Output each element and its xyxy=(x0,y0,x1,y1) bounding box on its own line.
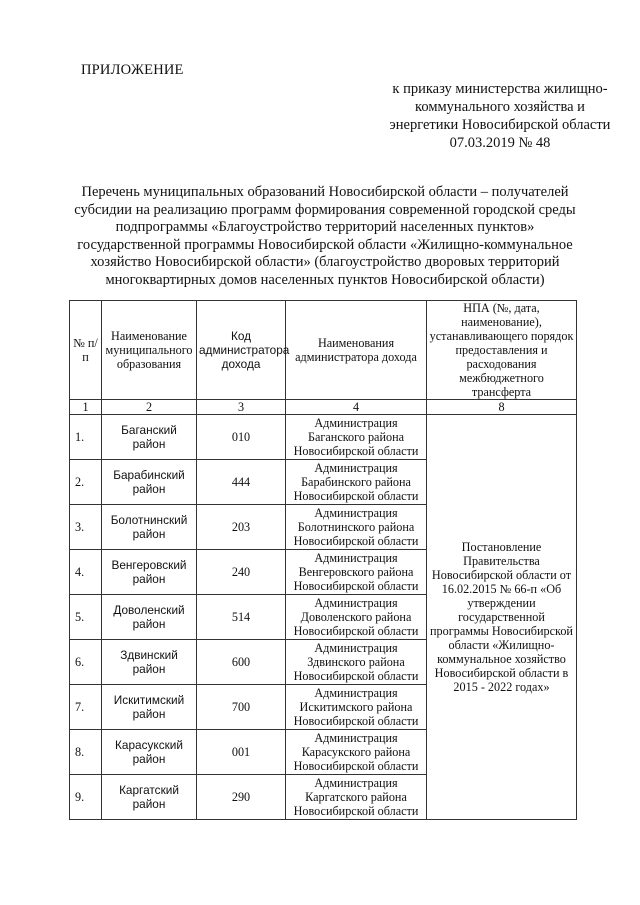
administrator-name: Администрация Венгеровского района Новосибирской области xyxy=(286,550,427,595)
administrator-code: 010 xyxy=(197,415,286,460)
title-line: подпрограммы «Благоустройство территорий населенных пунктов» xyxy=(115,219,535,236)
order-line: энергетики Новосибирской области xyxy=(389,117,611,133)
row-number: 5. xyxy=(70,595,102,640)
administrator-name: Администрация Доволенского района Новосибирской области xyxy=(286,595,427,640)
row-number: 6. xyxy=(70,640,102,685)
title-line: хозяйство Новосибирской области» (благоустройство дворовых территорий xyxy=(90,254,560,271)
col-number: 3 xyxy=(197,400,286,415)
administrator-code: 001 xyxy=(197,730,286,775)
administrator-name: Администрация Искитимского района Новосибирской области xyxy=(286,685,427,730)
col-header-municipality: Наименование муниципального образования xyxy=(102,301,197,400)
col-header-administrator: Наименования администратора дохода xyxy=(286,301,427,400)
npa-cell: Постановление Правительства Новосибирской области от 16.02.2015 № 66-п «Об утверждении государственной программы Новосибирской области «Жилищно-коммунальное хозяйство Новосибирской области в 2015 - 2022 годах» xyxy=(427,415,577,820)
municipality-name: Баганский район xyxy=(102,415,197,460)
col-number: 2 xyxy=(102,400,197,415)
row-number: 2. xyxy=(70,460,102,505)
title-line: субсидии на реализацию программ формирования современной городской среды xyxy=(74,201,576,218)
municipality-name: Искитимский район xyxy=(102,685,197,730)
col-number: 8 xyxy=(427,400,577,415)
order-date-number: 07.03.2019 № 48 xyxy=(449,135,551,151)
document-title xyxy=(60,184,590,290)
row-number: 4. xyxy=(70,550,102,595)
recipients-table xyxy=(69,300,577,820)
administrator-code: 600 xyxy=(197,640,286,685)
col-header-number: № п/п xyxy=(70,301,102,400)
order-line: к приказу министерства жилищно- xyxy=(392,81,608,97)
administrator-code: 203 xyxy=(197,505,286,550)
table-header-row xyxy=(70,301,577,400)
col-number: 1 xyxy=(70,400,102,415)
municipality-name: Карасукский район xyxy=(102,730,197,775)
row-number: 1. xyxy=(70,415,102,460)
administrator-name: Администрация Здвинского района Новосибирской области xyxy=(286,640,427,685)
col-header-code: Код администратора дохода xyxy=(197,301,286,400)
column-numbers-row xyxy=(70,400,577,415)
order-line: коммунального хозяйства и xyxy=(415,99,585,115)
administrator-code: 700 xyxy=(197,685,286,730)
row-number: 3. xyxy=(70,505,102,550)
row-number: 8. xyxy=(70,730,102,775)
order-reference xyxy=(350,80,640,152)
administrator-code: 444 xyxy=(197,460,286,505)
title-line: государственной программы Новосибирской области «Жилищно-коммунальное xyxy=(77,236,573,253)
title-line: Перечень муниципальных образований Новосибирской области – получателей xyxy=(81,184,569,200)
row-number: 9. xyxy=(70,775,102,820)
administrator-name: Администрация Барабинского района Новосибирской области xyxy=(286,460,427,505)
municipality-name: Венгеровский район xyxy=(102,550,197,595)
title-line: многоквартирных домов населенных пунктов Новосибирской области) xyxy=(105,271,545,288)
municipality-name: Барабинский район xyxy=(102,460,197,505)
municipality-name: Доволенский район xyxy=(102,595,197,640)
col-number: 4 xyxy=(286,400,427,415)
administrator-code: 290 xyxy=(197,775,286,820)
table-row xyxy=(70,415,577,460)
administrator-name: Администрация Карасукского района Новосибирской области xyxy=(286,730,427,775)
municipality-name: Болотнинский район xyxy=(102,505,197,550)
col-header-npa: НПА (№, дата, наименование), устанавливающего порядок предоставления и расходования межбюджетного трансферта xyxy=(427,301,577,400)
row-number: 7. xyxy=(70,685,102,730)
administrator-name: Администрация Болотнинского района Новосибирской области xyxy=(286,505,427,550)
administrator-name: Администрация Каргатского района Новосибирской области xyxy=(286,775,427,820)
appendix-label: ПРИЛОЖЕНИЕ xyxy=(81,62,184,78)
administrator-code: 240 xyxy=(197,550,286,595)
municipality-name: Каргатский район xyxy=(102,775,197,820)
municipality-name: Здвинский район xyxy=(102,640,197,685)
administrator-name: Администрация Баганского района Новосибирской области xyxy=(286,415,427,460)
administrator-code: 514 xyxy=(197,595,286,640)
